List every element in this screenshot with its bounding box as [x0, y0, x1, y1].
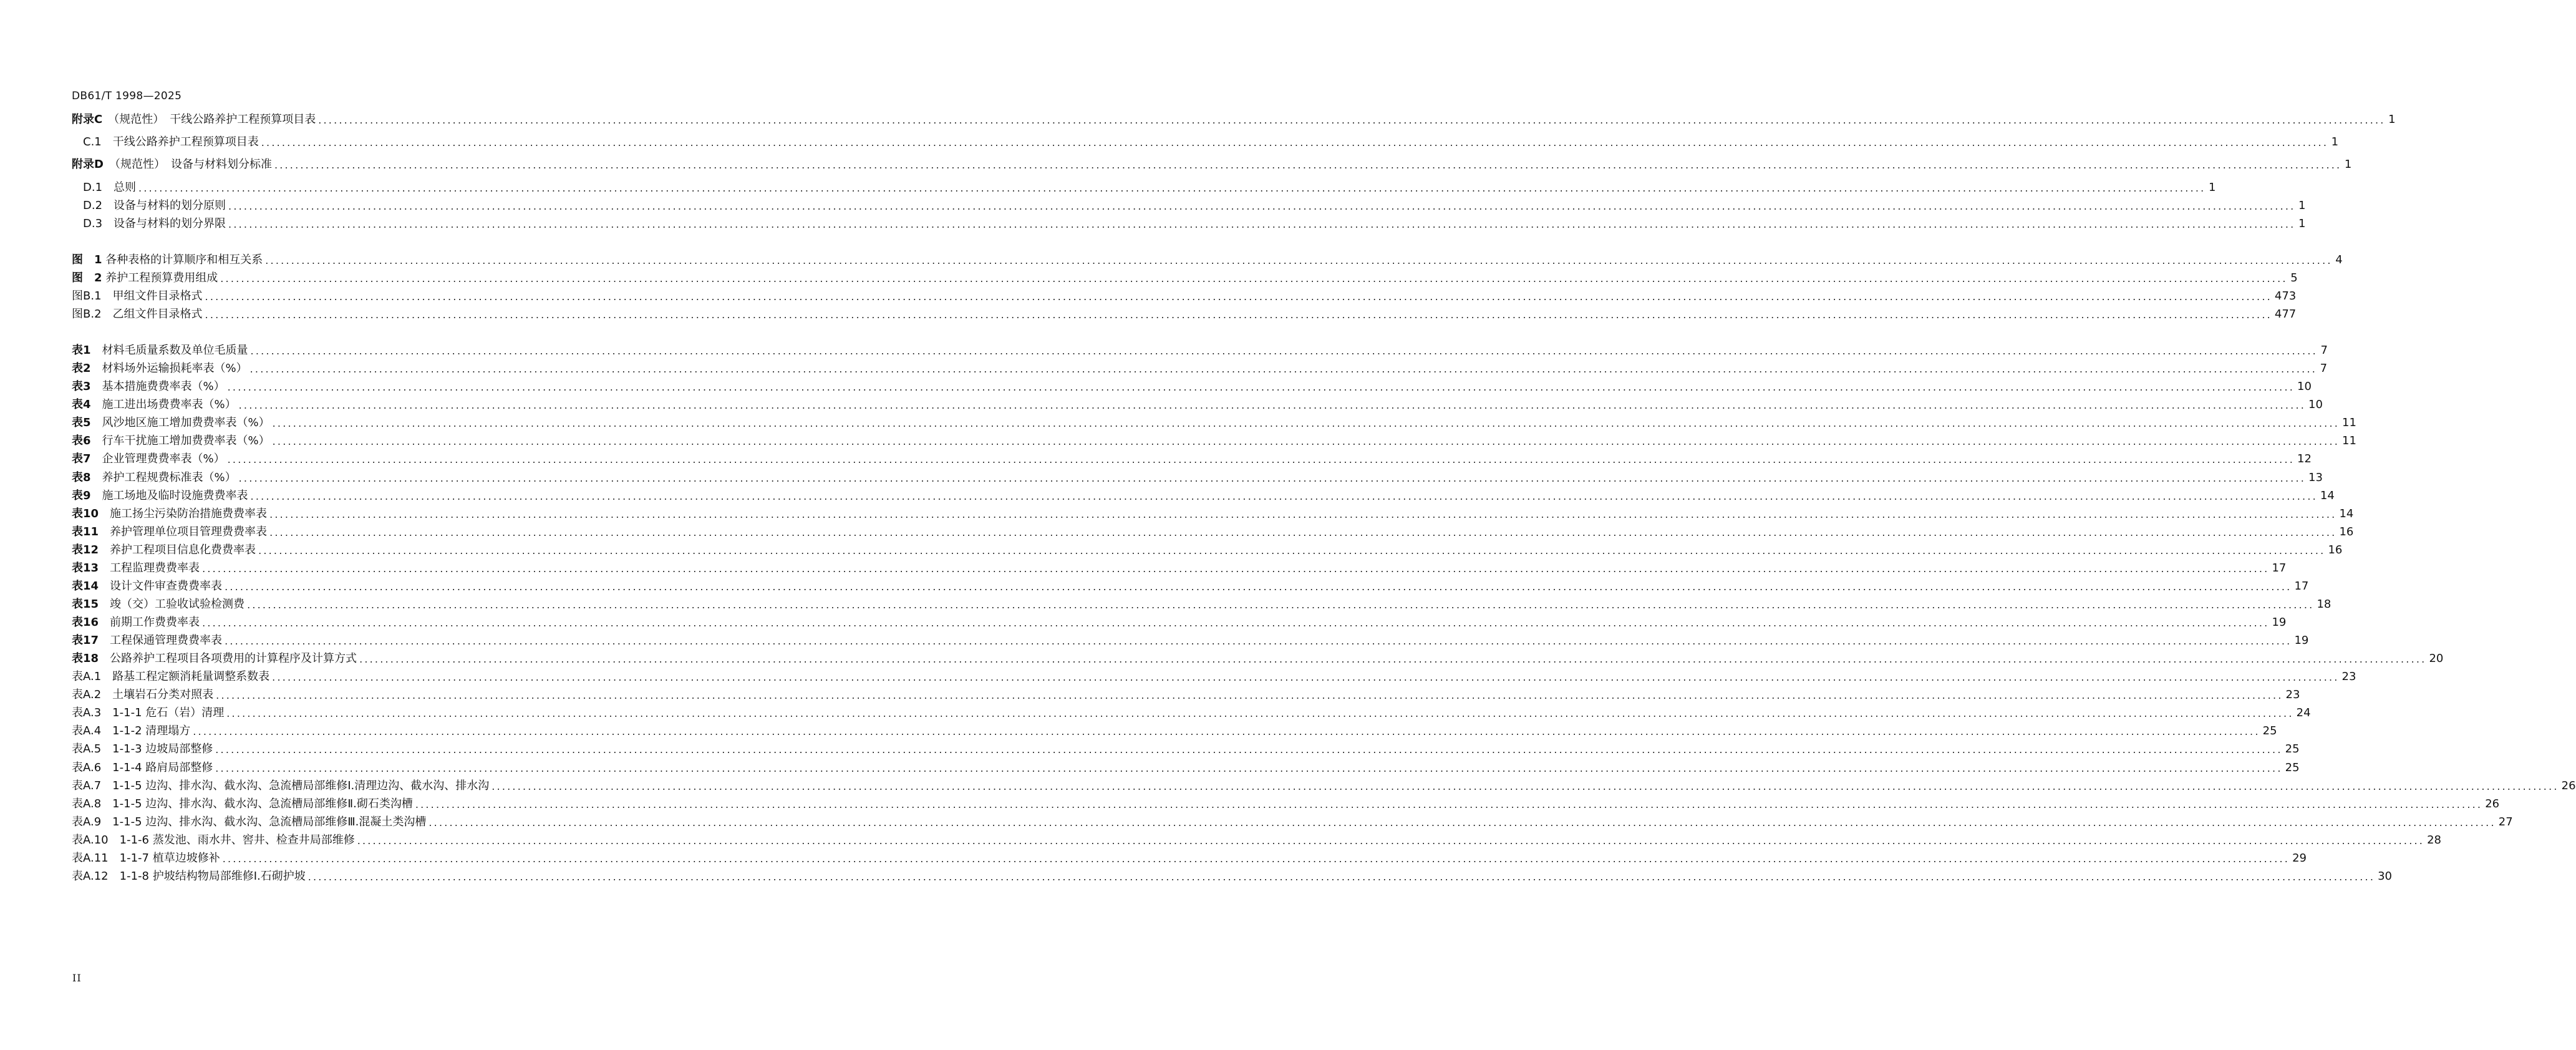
toc-entry-number: 表A.4 [72, 724, 102, 737]
toc-entry-page: 20 [2429, 652, 2444, 665]
toc-entry-title: 施工场地及临时设施费费率表 [90, 489, 248, 502]
toc-leader-dots: ................................................................................................................................................................................................................................................................................................................................................................................................................ [220, 273, 2288, 284]
toc-entry-number: D.3 [83, 217, 103, 230]
toc-entry-page: 12 [2297, 452, 2312, 465]
toc-entry-title: 养护工程项目信息化费费率表 [99, 543, 256, 557]
toc-entry-page: 1 [2298, 217, 2306, 230]
toc-entry-title: 1-1-4 路肩局部整修 [101, 761, 213, 774]
toc-entry-title: 工程监理费费率表 [99, 561, 200, 575]
toc-leader-dots: ................................................................................................................................................................................................................................................................................................................................................................................................................ [272, 435, 2340, 447]
toc-leader-dots: ................................................................................................................................................................................................................................................................................................................................................................................................................ [226, 707, 2294, 719]
toc-entry-title: 养护管理单位项目管理费费率表 [99, 525, 268, 538]
toc-entry-page: 10 [2308, 398, 2323, 411]
toc-entry[interactable] [72, 740, 2300, 756]
toc-entry-page: 26 [2485, 797, 2500, 810]
toc-leader-dots: ................................................................................................................................................................................................................................................................................................................................................................................................................ [138, 182, 2206, 194]
toc-entry-page: 1 [2298, 199, 2306, 212]
toc-entry-title: 甲组文件目录格式 [101, 289, 203, 303]
toc-entry-title: 风沙地区施工增加费费率表（%） [90, 416, 270, 429]
toc-entry[interactable] [72, 795, 2500, 811]
toc-entry-number: 图B.1 [72, 289, 102, 303]
toc-entry-page: 473 [2274, 289, 2297, 303]
toc-entry-page: 477 [2274, 308, 2297, 321]
toc-entry-title: 1-1-6 蒸发池、雨水井、窖井、检查井局部维修 [108, 834, 355, 847]
toc-entry-title: 1-1-1 危石（岩）清理 [101, 706, 225, 719]
toc-entry-title: 1-1-5 边沟、排水沟、截水沟、急流槽局部维修Ⅲ.混凝土类沟槽 [101, 815, 427, 829]
toc-entry-page: 25 [2285, 742, 2300, 756]
toc-entry-page: 1 [2344, 158, 2352, 171]
toc-leader-dots: ................................................................................................................................................................................................................................................................................................................................................................................................................ [205, 309, 2272, 321]
toc-entry[interactable] [72, 704, 2311, 720]
toc-entry-page: 16 [2339, 525, 2354, 538]
toc-entry-number: 表6 [72, 434, 91, 447]
toc-entry-page: 24 [2296, 706, 2311, 719]
toc-entry-title: 养护工程预算费用组成 [102, 271, 218, 284]
toc-entry-number: C.1 [83, 135, 102, 148]
toc-entry-number: 表10 [72, 507, 99, 520]
toc-entry-title: （规范性） 干线公路养护工程预算项目表 [102, 113, 316, 126]
toc-entry[interactable] [72, 559, 2287, 575]
toc-entry-page: 14 [2320, 489, 2335, 502]
toc-leader-dots: ................................................................................................................................................................................................................................................................................................................................................................................................................ [250, 490, 2318, 502]
page-number: II [72, 972, 82, 984]
toc-entry-number: 表9 [72, 489, 91, 502]
toc-entry[interactable] [72, 541, 2343, 557]
toc-entry-page: 23 [2341, 670, 2356, 683]
toc-entry-page: 1 [2208, 181, 2216, 194]
toc-entry-number: 表A.11 [72, 852, 109, 865]
toc-entry-title: 1-1-2 清理塌方 [101, 724, 191, 737]
toc-leader-dots: ................................................................................................................................................................................................................................................................................................................................................................................................................ [215, 762, 2283, 774]
toc-leader-dots: ................................................................................................................................................................................................................................................................................................................................................................................................................ [202, 563, 2270, 575]
toc-entry-title: 干线公路养护工程预算项目表 [101, 135, 259, 148]
toc-entry-number: 表8 [72, 471, 91, 484]
toc-entry[interactable] [72, 505, 2354, 521]
toc-leader-dots: ................................................................................................................................................................................................................................................................................................................................................................................................................ [359, 653, 2427, 665]
toc-entry-title: 设备与材料的划分原则 [102, 199, 226, 212]
toc-entry[interactable] [72, 595, 2331, 611]
toc-entry[interactable] [72, 686, 2300, 702]
toc-entry[interactable] [72, 649, 2444, 666]
toc-entry[interactable] [72, 269, 2298, 285]
toc-entry[interactable] [72, 849, 2307, 865]
toc-entry-page: 16 [2328, 543, 2343, 557]
toc-entry[interactable] [72, 759, 2300, 775]
toc-entry-title: 公路养护工程项目各项费用的计算程序及计算方式 [99, 652, 357, 665]
toc-entry-page: 11 [2342, 434, 2356, 447]
toc-entry[interactable] [72, 197, 2306, 213]
toc-entry-number: 图 2 [72, 271, 102, 284]
toc-leader-dots: ................................................................................................................................................................................................................................................................................................................................................................................................................ [491, 780, 2559, 792]
toc-entry[interactable] [72, 178, 2216, 195]
toc-leader-dots: ................................................................................................................................................................................................................................................................................................................................................................................................................ [272, 417, 2340, 429]
toc-entry[interactable] [72, 867, 2393, 883]
toc-entry[interactable] [72, 577, 2309, 593]
toc-entry[interactable] [72, 359, 2328, 376]
toc-entry-number: 表11 [72, 525, 99, 538]
toc-entry-number: 表18 [72, 652, 99, 665]
toc-entry-page: 25 [2285, 761, 2300, 774]
toc-entry-title: 企业管理费费率表（%） [90, 452, 225, 465]
toc-entry-number: 表A.8 [72, 797, 102, 810]
toc-entry[interactable] [72, 469, 2323, 485]
toc-entry-title: 前期工作费费率表 [99, 616, 200, 629]
toc-entry-number: D.2 [83, 199, 103, 212]
toc-entry-number: D.1 [83, 181, 103, 194]
toc-entry-title: 设备与材料的划分界限 [102, 217, 226, 230]
toc-entry-title: （规范性） 设备与材料划分标准 [103, 158, 272, 171]
toc-leader-dots: ................................................................................................................................................................................................................................................................................................................................................................................................................ [261, 137, 2329, 148]
toc-entry[interactable] [72, 377, 2312, 394]
toc-leader-dots: ................................................................................................................................................................................................................................................................................................................................................................................................................ [249, 363, 2318, 375]
toc-leader-dots: ................................................................................................................................................................................................................................................................................................................................................................................................................ [247, 599, 2315, 611]
toc-leader-dots: ................................................................................................................................................................................................................................................................................................................................................................................................................ [307, 871, 2376, 883]
toc-entry[interactable] [72, 450, 2312, 466]
toc-entry[interactable] [72, 414, 2356, 430]
toc-leader-dots: ................................................................................................................................................................................................................................................................................................................................................................................................................ [227, 454, 2295, 465]
toc-entry-title: 施工进出场费费率表（%） [90, 398, 236, 411]
toc-entry-page: 18 [2317, 598, 2331, 611]
toc-leader-dots: ................................................................................................................................................................................................................................................................................................................................................................................................................ [193, 726, 2260, 737]
toc-entry-number: 表16 [72, 616, 99, 629]
toc-entry-number: 附录C [72, 113, 103, 126]
toc-entry-title: 1-1-7 植草边坡修补 [108, 852, 220, 865]
toc-leader-dots: ................................................................................................................................................................................................................................................................................................................................................................................................................ [215, 744, 2283, 756]
toc-entry-page: 28 [2427, 834, 2441, 847]
toc-leader-dots: ................................................................................................................................................................................................................................................................................................................................................................................................................ [228, 200, 2296, 212]
toc-entry-number: 表15 [72, 598, 99, 611]
toc-leader-dots: ................................................................................................................................................................................................................................................................................................................................................................................................................ [318, 114, 2386, 126]
toc-entry-number: 表A.2 [72, 688, 102, 701]
toc-entry-number: 图B.2 [72, 308, 102, 321]
toc-leader-dots: ................................................................................................................................................................................................................................................................................................................................................................................................................ [225, 635, 2292, 647]
toc-entry[interactable] [72, 341, 2328, 357]
toc-entry-number: 表1 [72, 344, 91, 357]
toc-leader-dots: ................................................................................................................................................................................................................................................................................................................................................................................................................ [227, 381, 2295, 393]
toc-entry-page: 11 [2342, 416, 2356, 429]
toc-entry-title: 乙组文件目录格式 [101, 308, 203, 321]
toc-entry[interactable] [72, 668, 2356, 684]
toc-entry[interactable] [72, 777, 2576, 793]
toc-leader-dots: ................................................................................................................................................................................................................................................................................................................................................................................................................ [265, 255, 2333, 266]
toc-entry-number: 表A.12 [72, 870, 109, 883]
toc-entry-title: 1-1-3 边坡局部整修 [101, 742, 213, 756]
toc-entry-number: 表A.7 [72, 779, 102, 792]
document-code: DB61/T 1998—2025 [72, 90, 182, 102]
toc-entry-title: 1-1-5 边沟、排水沟、截水沟、急流槽局部维修Ⅰ.清理边沟、截水沟、排水沟 [101, 779, 490, 792]
toc-entry[interactable] [72, 133, 2339, 149]
toc-entry-title: 1-1-5 边沟、排水沟、截水沟、急流槽局部维修Ⅱ.砌石类沟槽 [101, 797, 413, 810]
toc-entry-title: 施工扬尘污染防治措施费费率表 [99, 507, 268, 520]
toc-entry-page: 19 [2272, 616, 2287, 629]
toc-entry-number: 图 1 [72, 253, 102, 266]
toc-entry-number: 表4 [72, 398, 91, 411]
toc-entry[interactable] [72, 523, 2354, 539]
toc-leader-dots: ................................................................................................................................................................................................................................................................................................................................................................................................................ [429, 817, 2496, 829]
toc-entry-title: 总则 [102, 181, 137, 194]
toc-entry-page: 5 [2290, 271, 2298, 284]
toc-entry-page: 13 [2308, 471, 2323, 484]
toc-leader-dots: ................................................................................................................................................................................................................................................................................................................................................................................................................ [258, 545, 2326, 557]
toc-entry-page: 30 [2378, 870, 2393, 883]
toc-leader-dots: ................................................................................................................................................................................................................................................................................................................................................................................................................ [238, 399, 2307, 411]
toc-leader-dots: ................................................................................................................................................................................................................................................................................................................................................................................................................ [222, 853, 2290, 865]
toc-leader-dots: ................................................................................................................................................................................................................................................................................................................................................................................................................ [272, 671, 2340, 683]
toc-entry-number: 表3 [72, 380, 91, 393]
toc-entry-number: 表A.5 [72, 742, 102, 756]
toc-entry-number: 表A.9 [72, 815, 102, 829]
toc-entry-title: 1-1-8 护坡结构物局部维修Ⅰ.石砌护坡 [108, 870, 306, 883]
toc-entry-page: 1 [2331, 135, 2339, 148]
toc-leader-dots: ................................................................................................................................................................................................................................................................................................................................................................................................................ [274, 159, 2342, 171]
toc-leader-dots: ................................................................................................................................................................................................................................................................................................................................................................................................................ [225, 581, 2292, 593]
toc-entry-title: 竣（交）工验收试验检测费 [99, 598, 245, 611]
toc-entry[interactable] [72, 287, 2297, 303]
toc-entry[interactable] [72, 487, 2335, 503]
toc-entry[interactable] [72, 722, 2277, 738]
toc-entry-title: 设计文件审查费费率表 [99, 580, 223, 593]
toc-entry-number: 附录D [72, 158, 104, 171]
toc-entry[interactable] [72, 432, 2356, 448]
toc-entry-number: 表12 [72, 543, 99, 557]
toc-entry[interactable] [72, 251, 2343, 267]
toc-leader-dots: ................................................................................................................................................................................................................................................................................................................................................................................................................ [216, 689, 2283, 701]
toc-entry-title: 各种表格的计算顺序和相互关系 [102, 253, 263, 266]
toc-entry-number: 表17 [72, 634, 99, 647]
toc-leader-dots: ................................................................................................................................................................................................................................................................................................................................................................................................................ [202, 617, 2270, 629]
toc-entry-page: 19 [2294, 634, 2309, 647]
toc-leader-dots: ................................................................................................................................................................................................................................................................................................................................................................................................................ [228, 218, 2296, 230]
toc-entry-number: 表7 [72, 452, 91, 465]
toc-entry[interactable] [72, 305, 2297, 321]
toc-leader-dots: ................................................................................................................................................................................................................................................................................................................................................................................................................ [269, 527, 2337, 538]
toc-entry-page: 25 [2262, 724, 2277, 737]
toc-entry-number: 表A.3 [72, 706, 102, 719]
toc-entry-number: 表13 [72, 561, 99, 575]
toc-entry-page: 1 [2388, 113, 2396, 126]
toc-entry-title: 土壤岩石分类对照表 [101, 688, 214, 701]
toc-entry-title: 材料场外运输损耗率表（%） [90, 362, 248, 375]
toc-entry-page: 27 [2498, 815, 2513, 829]
toc-entry-page: 17 [2294, 580, 2309, 593]
toc-entry-page: 23 [2285, 688, 2300, 701]
toc-entry[interactable] [72, 215, 2306, 231]
toc-entry-page: 14 [2339, 507, 2354, 520]
toc-entry-page: 26 [2561, 779, 2576, 792]
toc-entry-page: 10 [2297, 380, 2312, 393]
toc-entry-page: 7 [2320, 344, 2328, 357]
toc-entry-number: 表A.10 [72, 834, 109, 847]
toc-leader-dots: ................................................................................................................................................................................................................................................................................................................................................................................................................ [205, 291, 2272, 303]
toc-entry[interactable] [72, 110, 2396, 127]
toc-entry-page: 4 [2335, 253, 2343, 266]
toc-entry-title: 基本措施费费率表（%） [90, 380, 225, 393]
toc-entry-page: 7 [2320, 362, 2328, 375]
toc-entry[interactable] [72, 831, 2441, 847]
toc-entry-title: 材料毛质量系数及单位毛质量 [90, 344, 248, 357]
toc-entry-page: 29 [2292, 852, 2307, 865]
toc-entry-number: 表5 [72, 416, 91, 429]
toc-entry-number: 表A.1 [72, 670, 102, 683]
toc-entry[interactable] [72, 396, 2323, 412]
toc-leader-dots: ................................................................................................................................................................................................................................................................................................................................................................................................................ [250, 345, 2318, 357]
toc-leader-dots: ................................................................................................................................................................................................................................................................................................................................................................................................................ [269, 508, 2337, 520]
toc-leader-dots: ................................................................................................................................................................................................................................................................................................................................................................................................................ [238, 472, 2307, 484]
toc-entry-title: 行车干扰施工增加费费率表（%） [90, 434, 270, 447]
toc-entry-number: 表A.6 [72, 761, 102, 774]
toc-entry[interactable] [72, 613, 2287, 630]
toc-entry-page: 17 [2272, 561, 2287, 575]
toc-entry-title: 养护工程规费标准表（%） [90, 471, 236, 484]
toc-leader-dots: ................................................................................................................................................................................................................................................................................................................................................................................................................ [415, 799, 2483, 810]
toc-entry-number: 表2 [72, 362, 91, 375]
toc-entry-title: 路基工程定额消耗量调整系数表 [101, 670, 270, 683]
toc-entry[interactable] [72, 631, 2309, 648]
toc-entry[interactable] [72, 155, 2352, 172]
toc-entry-number: 表14 [72, 580, 99, 593]
toc-entry-title: 工程保通管理费费率表 [99, 634, 223, 647]
toc-entry[interactable] [72, 813, 2513, 829]
toc-leader-dots: ................................................................................................................................................................................................................................................................................................................................................................................................................ [357, 835, 2425, 847]
